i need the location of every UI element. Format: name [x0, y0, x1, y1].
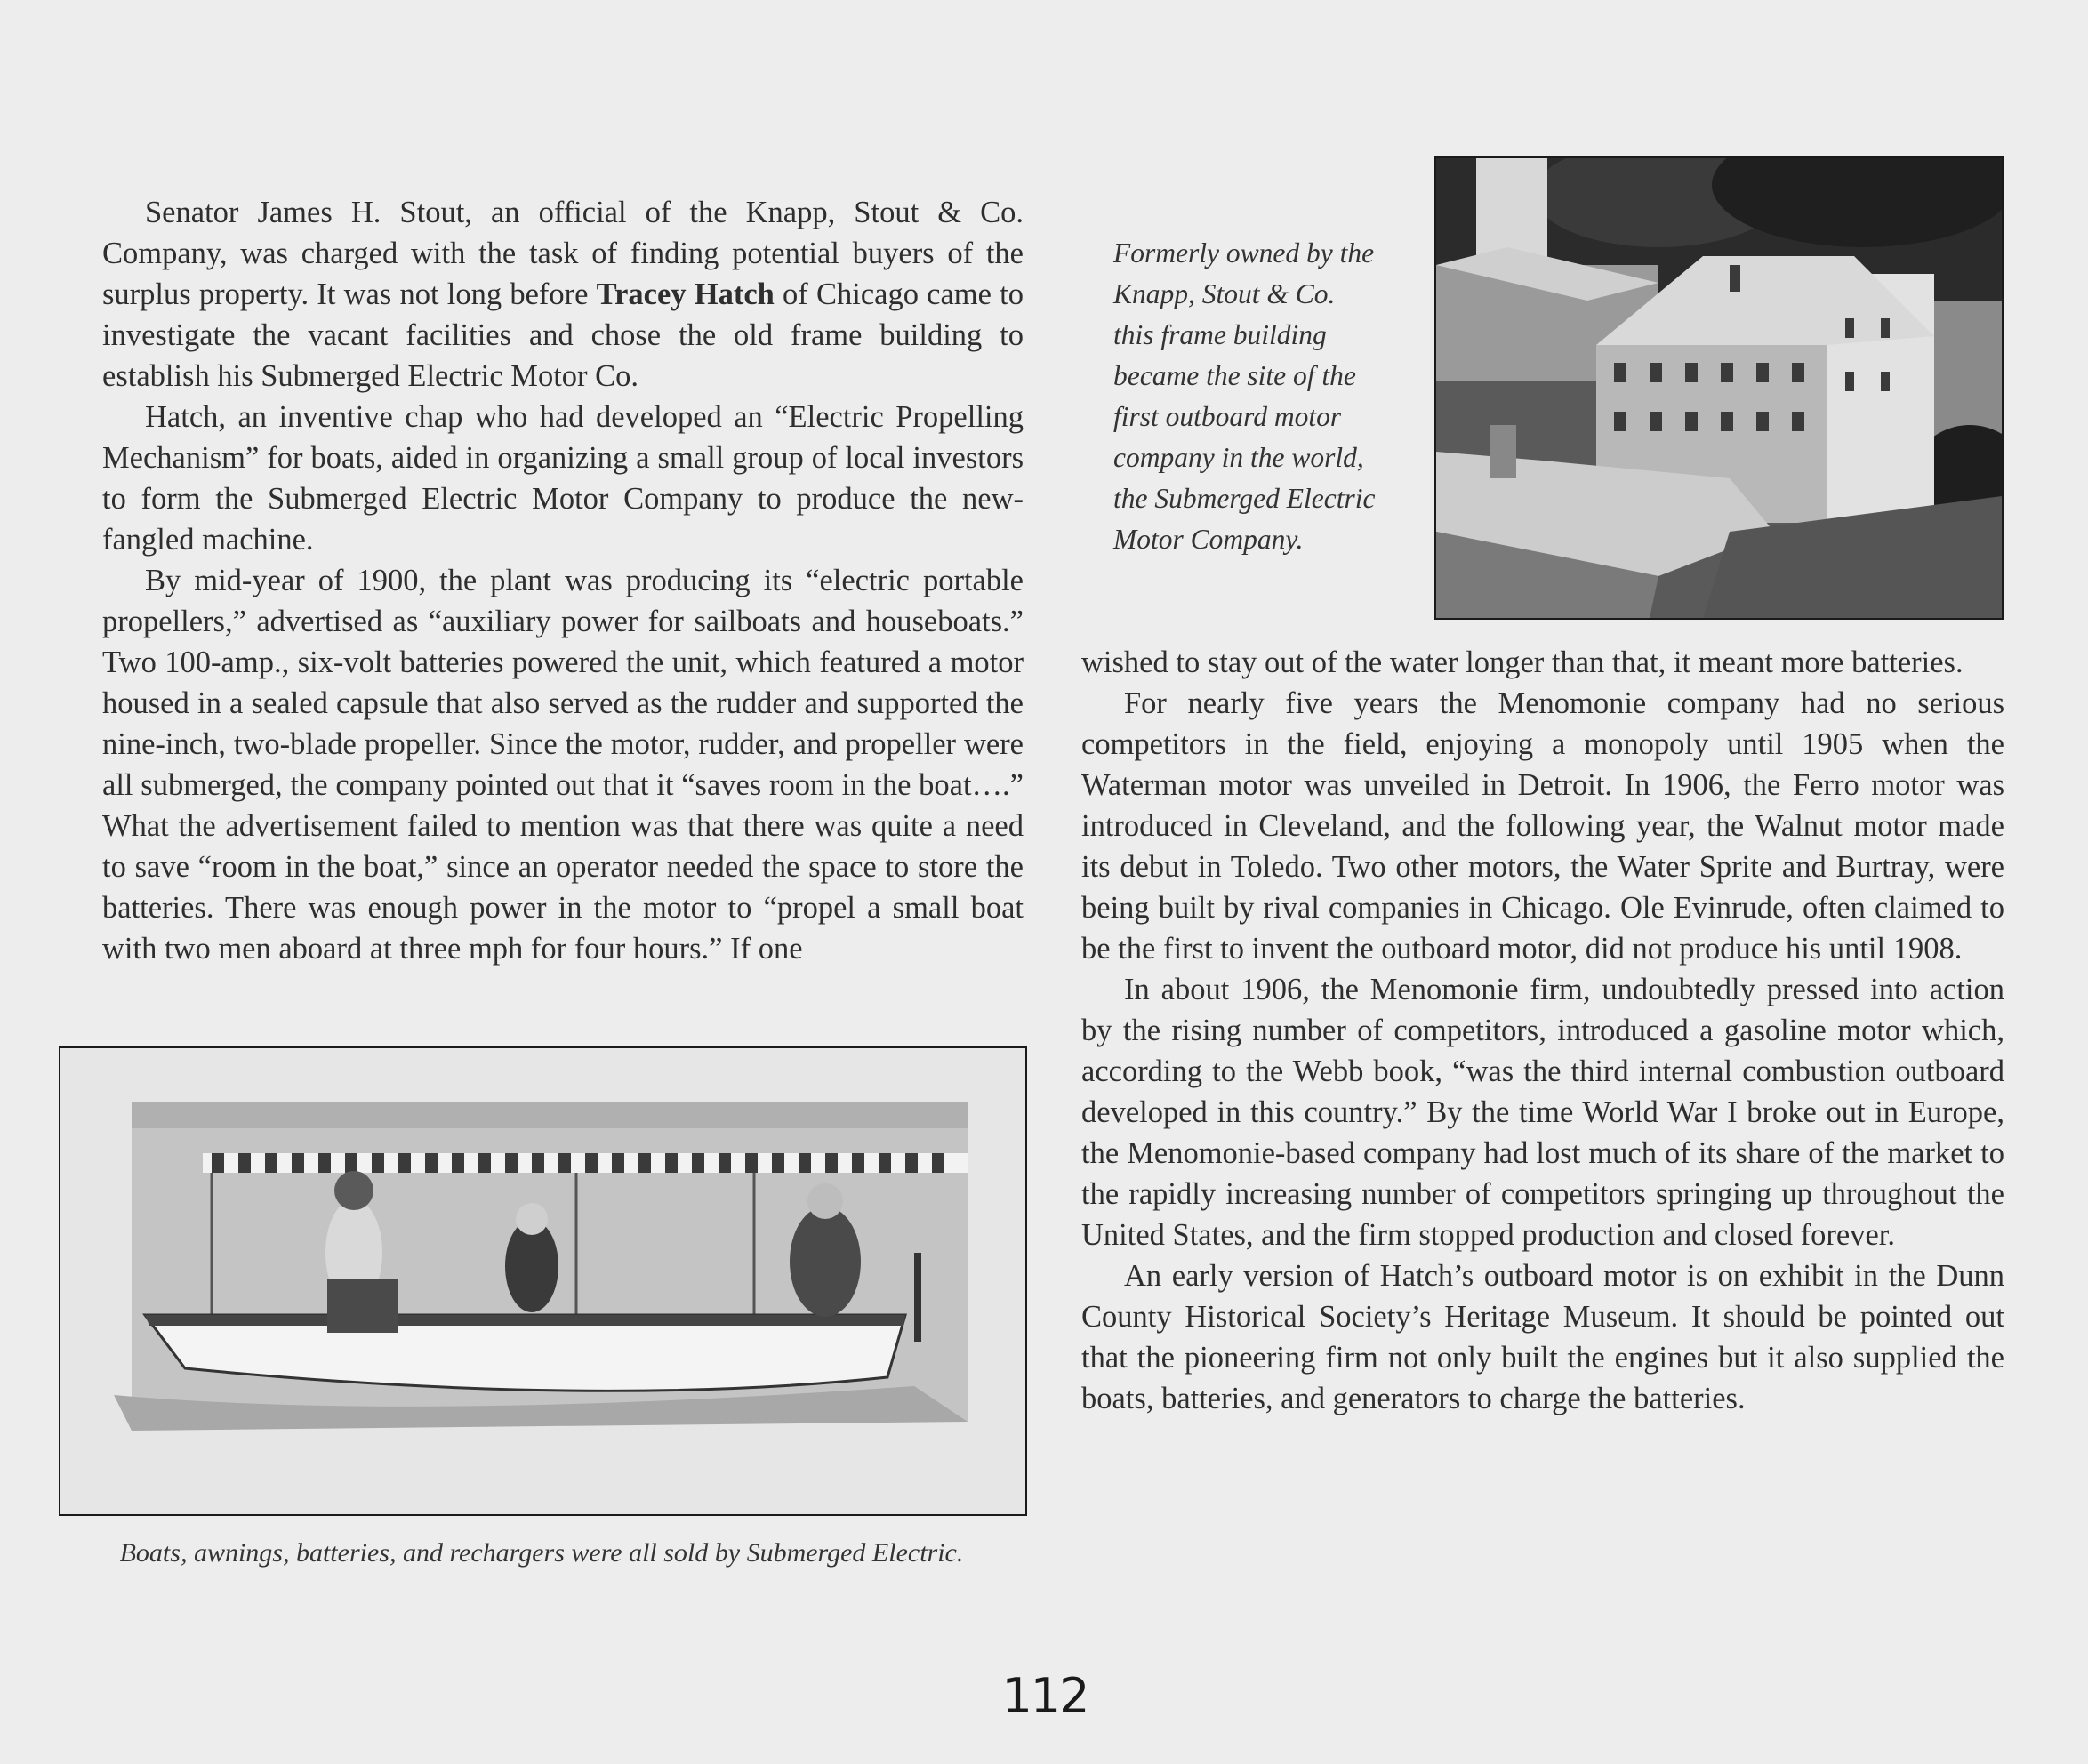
left-text-column [102, 192, 1024, 969]
boat-photo-caption: Boats, awnings, batteries, and rechargers were all sold by Submerged Electric. [119, 1538, 964, 1568]
paragraph-1906: In about 1906, the Menomonie firm, undoubtedly pressed into action by the rising number of competitors, introduced a gasoline motor which, according to the Webb book, “was the third internal combustion outboard developed in this country.” By the time World War I broke out in Europe, the Menomonie-based company had lost much of its share of the market to the rapidly increasing number of competitors springing up throughout the United States, and the firm stopped production and closed forever. [1081, 973, 2004, 1252]
page-number: 112 [1001, 1668, 1088, 1724]
factory-photo-caption: Formerly owned by the Knapp, Stout & Co. this frame building became the site of the first outboard motor company in the world, the Submerged Electric Motor Company. [1113, 237, 1376, 555]
boat-illustration [60, 1048, 1025, 1514]
paragraph-stout: Senator James H. Stout, an official of the Knapp, Stout & Co. Company, was charged with the task of finding potential buyers of the surplus property. It was not long before Tracey Hatch of Chicago came to investigate the vacant facilities and chose the old frame building to establish his Submerged Electric Motor Co. [102, 196, 1024, 393]
electric-boat-photo [59, 1046, 1027, 1516]
paragraph-museum: An early version of Hatch’s outboard motor is on exhibit in the Dunn County Historical Society’s Heritage Museum. It should be pointed out that the pioneering firm not only built the engines but it also supplied the boats, batteries, and generators to charge the batteries. [1081, 1259, 2004, 1415]
name-tracey-hatch: Tracey Hatch [596, 277, 775, 311]
paragraph-continuation: wished to stay out of the water longer than that, it meant more batteries. [1081, 645, 1964, 679]
paragraph-hatch: Hatch, an inventive chap who had developed an “Electric Propelling Mechanism” for boats, aided in organizing a small group of local investors to form the Submerged Electric Motor Company to produce the new-fangled machine. [102, 400, 1024, 557]
paragraph-competitors: For nearly five years the Menomonie company had no serious competitors in the field, enjoying a monopoly until 1905 when the Waterman motor was unveiled in Detroit. In 1906, the Ferro motor was introduced in Cleveland, and the following year, the Walnut motor made its debut in Toledo. Two other motors, the Water Sprite and Burtray, were being built by rival companies in Chicago. Ole Evinrude, often claimed to be the first to invent the outboard motor, did not produce his until 1908. [1081, 686, 2004, 966]
right-text-column [1081, 642, 2004, 1419]
factory-building-photo [1434, 156, 2004, 620]
factory-illustration [1436, 158, 2002, 618]
paragraph-1900: By mid-year of 1900, the plant was producing its “electric portable propellers,” advertised as “auxiliary power for sailboats and houseboats.” Two 100-amp., six-volt batteries powered the unit, which featured a motor housed in a sealed capsule that also served as the rudder and supported the nine-inch, two-blade propeller. Since the motor, rudder, and propeller were all submerged, the company pointed out that it “saves room in the boat….” What the advertisement failed to mention was that there was quite a need to save “room in the boat,” since an operator needed the space to store the batteries. There was enough power in the motor to “propel a small boat with two men aboard at three mph for four hours.” If one [102, 564, 1024, 966]
